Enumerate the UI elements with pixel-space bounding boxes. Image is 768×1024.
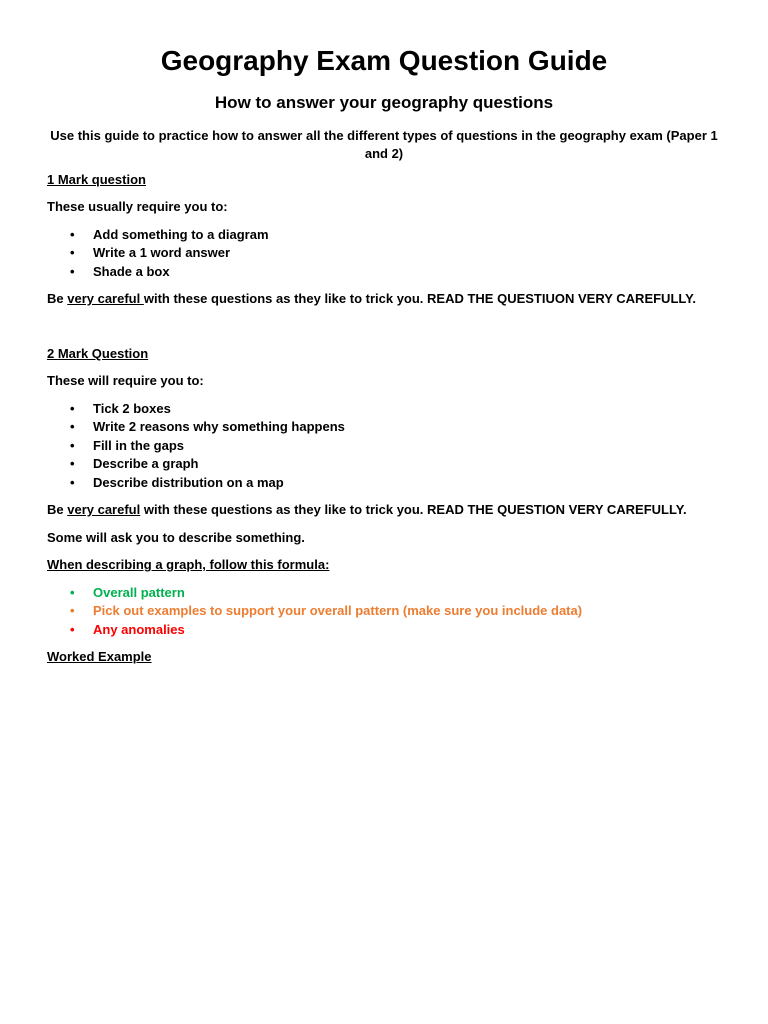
section-2-warning: Be very careful with these questions as they like to trick you. READ THE QUESTION VERY CAREFULLY.	[47, 502, 687, 517]
formula-item: • Pick out examples to support your overall pattern (make sure you include data)	[70, 603, 583, 619]
bullet-icon: •	[70, 456, 75, 472]
worked-example-heading: Worked Example	[47, 649, 152, 664]
list-item: • Write 2 reasons why something happens	[70, 419, 345, 435]
bullet-icon: •	[70, 621, 75, 637]
bullet-icon: •	[70, 419, 75, 435]
section-2-lead: These will require you to:	[47, 373, 204, 388]
list-item: • Describe a graph	[70, 456, 199, 472]
describe-note: Some will ask you to describe something.	[47, 530, 305, 545]
list-item: • Add something to a diagram	[70, 227, 269, 242]
formula-item: • Any anomalies	[70, 621, 185, 637]
bullet-icon: •	[70, 585, 75, 600]
section-1-lead: These usually require you to:	[47, 199, 228, 214]
bullet-icon: •	[70, 401, 75, 416]
bullet-icon: •	[70, 474, 75, 490]
list-item: • Tick 2 boxes	[70, 401, 171, 416]
formula-item: • Overall pattern	[70, 585, 185, 600]
section-1-warning: Be very careful with these questions as they like to trick you. READ THE QUESTIUON VERY CAREFULLY.	[47, 291, 696, 306]
list-item: • Describe distribution on a map	[70, 474, 284, 490]
section-2-list	[70, 400, 345, 492]
formula-list	[70, 584, 582, 639]
page-title: Geography Exam Question Guide	[160, 45, 608, 76]
bullet-icon: •	[70, 437, 75, 453]
page-subtitle: How to answer your geography questions	[214, 93, 554, 112]
list-item: • Write a 1 word answer	[70, 245, 231, 261]
intro-text: Use this guide to practice how to answer all the different types of questions in the geography exam (Paper 1 and 2)	[50, 128, 718, 161]
bullet-icon: •	[70, 263, 75, 279]
section-1-list	[70, 226, 269, 281]
section-2-heading: 2 Mark Question	[47, 346, 149, 361]
formula-heading: When describing a graph, follow this formula:	[47, 557, 330, 572]
list-item: • Shade a box	[70, 263, 170, 279]
bullet-icon: •	[70, 245, 75, 261]
bullet-icon: •	[70, 603, 75, 619]
bullet-icon: •	[70, 227, 75, 242]
list-item: • Fill in the gaps	[70, 437, 185, 453]
section-1-heading: 1 Mark question	[47, 172, 146, 187]
